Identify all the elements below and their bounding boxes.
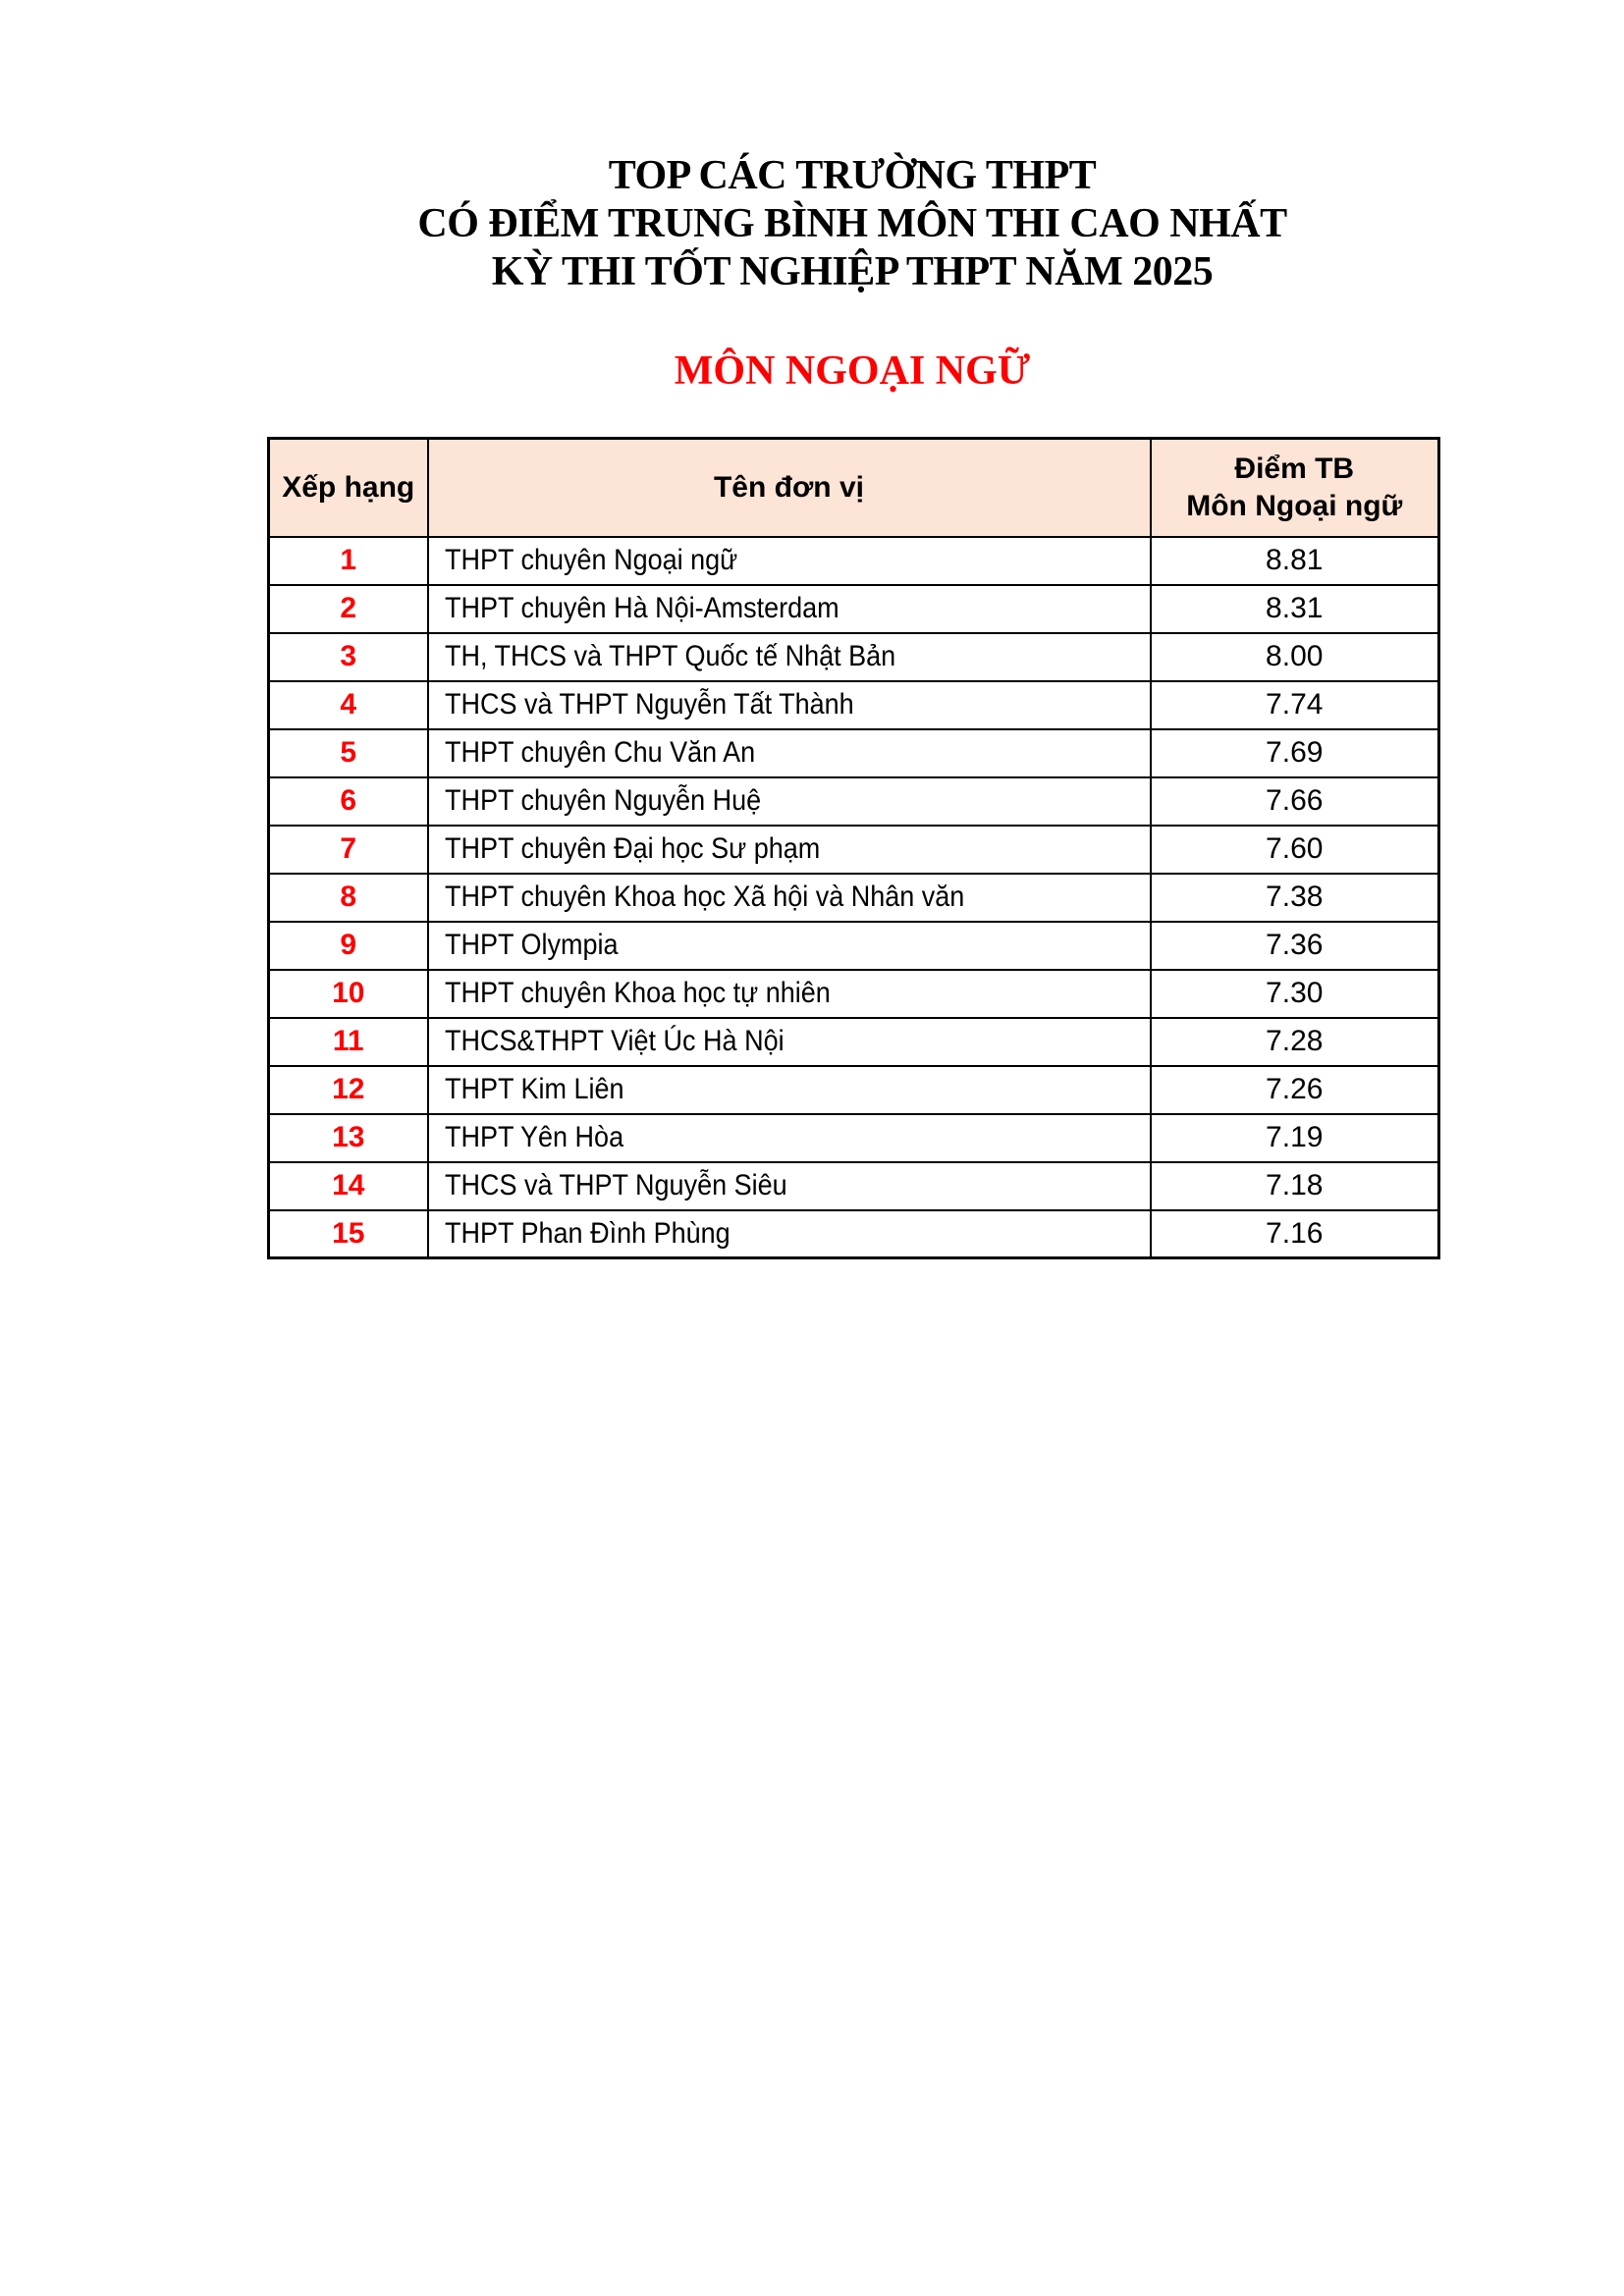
table-row — [269, 1066, 1439, 1114]
school-name: TH, THCS và THPT Quốc tế Nhật Bản — [444, 640, 895, 672]
table-header — [269, 439, 1439, 537]
subject-subtitle: MÔN NGOẠI NGỮ — [674, 348, 1031, 394]
document-title — [267, 152, 1437, 296]
school-name: THPT Yên Hòa — [444, 1121, 623, 1153]
school-name: THPT chuyên Khoa học Xã hội và Nhân văn — [444, 881, 964, 913]
score-cell: 7.26 — [1151, 1066, 1439, 1114]
table-row — [269, 922, 1439, 970]
school-name: THCS và THPT Nguyễn Tất Thành — [444, 688, 854, 721]
score-cell: 7.19 — [1151, 1114, 1439, 1162]
score-cell: 7.69 — [1151, 729, 1439, 777]
school-name: THPT Kim Liên — [444, 1073, 624, 1105]
header-name — [428, 439, 1151, 537]
rank-cell: 9 — [269, 922, 428, 970]
score-cell: 8.31 — [1151, 585, 1439, 633]
school-name-cell — [428, 777, 1151, 826]
header-score — [1151, 439, 1439, 537]
header-name-label: Tên đơn vị — [713, 470, 864, 504]
table-row — [269, 681, 1439, 729]
table-row — [269, 585, 1439, 633]
table-row — [269, 777, 1439, 826]
table-row — [269, 826, 1439, 874]
score-cell: 7.30 — [1151, 970, 1439, 1018]
header-rank-label: Xếp hạng — [282, 470, 415, 504]
header-row — [269, 439, 1439, 537]
rank-cell: 6 — [269, 777, 428, 826]
rank-cell: 3 — [269, 633, 428, 681]
school-name: THCS&THPT Việt Úc Hà Nội — [444, 1025, 785, 1057]
school-name: THPT chuyên Nguyễn Huệ — [444, 784, 761, 817]
ranking-table — [267, 437, 1440, 1259]
school-name: THPT Olympia — [444, 929, 619, 961]
header-rank — [269, 439, 428, 537]
school-name-cell — [428, 922, 1151, 970]
rank-cell: 12 — [269, 1066, 428, 1114]
school-name-cell — [428, 681, 1151, 729]
header-score-line-2: Môn Ngoại ngữ — [1186, 489, 1403, 522]
rank-cell: 10 — [269, 970, 428, 1018]
school-name-cell — [428, 1114, 1151, 1162]
school-name: THPT chuyên Khoa học tự nhiên — [444, 977, 831, 1009]
rank-cell: 14 — [269, 1162, 428, 1210]
school-name-cell — [428, 1162, 1151, 1210]
table-row — [269, 1018, 1439, 1066]
school-name-cell — [428, 826, 1151, 874]
score-cell: 7.66 — [1151, 777, 1439, 826]
school-name-cell — [428, 585, 1151, 633]
header-score-line-1: Điểm TB — [1234, 452, 1355, 485]
table-row — [269, 537, 1439, 585]
score-cell: 7.28 — [1151, 1018, 1439, 1066]
rank-cell: 11 — [269, 1018, 428, 1066]
content-block — [267, 152, 1437, 1259]
table-row — [269, 729, 1439, 777]
rank-cell: 1 — [269, 537, 428, 585]
school-name-cell — [428, 633, 1151, 681]
score-cell: 7.18 — [1151, 1162, 1439, 1210]
school-name: THPT chuyên Hà Nội-Amsterdam — [444, 592, 839, 624]
school-name: THPT chuyên Chu Văn An — [444, 736, 755, 769]
score-cell: 8.81 — [1151, 537, 1439, 585]
table-body — [269, 537, 1439, 1258]
rank-cell: 5 — [269, 729, 428, 777]
table-row — [269, 970, 1439, 1018]
title-line-3: KỲ THI TỐT NGHIỆP THPT NĂM 2025 — [491, 249, 1214, 294]
score-cell: 7.16 — [1151, 1210, 1439, 1258]
table-row — [269, 633, 1439, 681]
school-name-cell — [428, 1066, 1151, 1114]
table-row — [269, 1162, 1439, 1210]
school-name-cell — [428, 729, 1151, 777]
school-name: THPT chuyên Đại học Sư phạm — [444, 832, 820, 865]
table-row — [269, 874, 1439, 922]
rank-cell: 2 — [269, 585, 428, 633]
rank-cell: 7 — [269, 826, 428, 874]
score-cell: 7.38 — [1151, 874, 1439, 922]
school-name: THPT Phan Đình Phùng — [444, 1216, 731, 1250]
rank-cell: 4 — [269, 681, 428, 729]
school-name: THPT chuyên Ngoại ngữ — [444, 544, 737, 576]
score-cell: 8.00 — [1151, 633, 1439, 681]
school-name-cell — [428, 537, 1151, 585]
score-cell: 7.36 — [1151, 922, 1439, 970]
title-line-1: TOP CÁC TRƯỜNG THPT — [608, 153, 1097, 198]
rank-cell: 8 — [269, 874, 428, 922]
score-cell: 7.74 — [1151, 681, 1439, 729]
table-row — [269, 1210, 1439, 1258]
school-name-cell — [428, 1018, 1151, 1066]
school-name: THCS và THPT Nguyễn Siêu — [444, 1169, 787, 1201]
rank-cell: 15 — [269, 1210, 428, 1258]
rank-cell: 13 — [269, 1114, 428, 1162]
title-line-2: CÓ ĐIỂM TRUNG BÌNH MÔN THI CAO NHẤT — [417, 201, 1287, 246]
school-name-cell — [428, 874, 1151, 922]
table-row — [269, 1114, 1439, 1162]
score-cell: 7.60 — [1151, 826, 1439, 874]
school-name-cell — [428, 1210, 1151, 1258]
school-name-cell — [428, 970, 1151, 1018]
